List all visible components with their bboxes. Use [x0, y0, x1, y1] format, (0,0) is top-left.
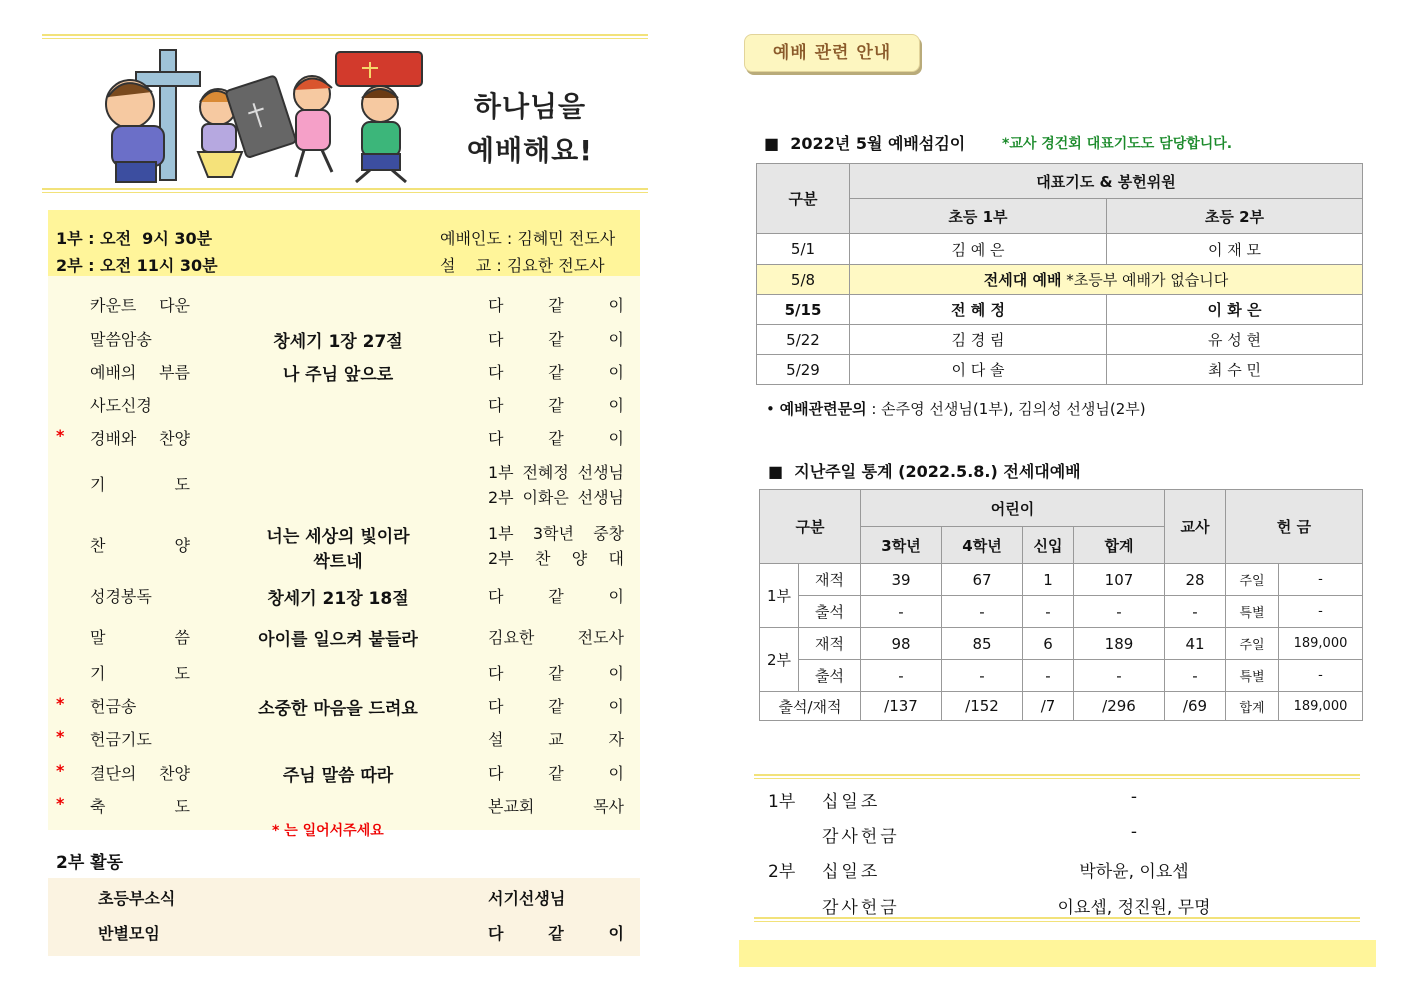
contact-text: : 손주영 선생님(1부), 김의성 선생님(2부) — [866, 400, 1146, 418]
ushers-merged-cell — [850, 265, 1363, 295]
ratio-label: 출석/재적 — [760, 692, 861, 721]
ushers-date: 5/1 — [757, 234, 850, 265]
cell: - — [1023, 660, 1074, 692]
ushers-row — [757, 325, 1363, 355]
service-item-leader: 1부 전혜정 선생님 — [488, 463, 624, 482]
ushers-row — [757, 234, 1363, 265]
footer-bar — [739, 940, 1376, 967]
tithe-names: 이요셉, 정진원, 무명 — [1057, 898, 1211, 918]
service-preacher: 설 교 : 김요한 전도사 — [440, 256, 605, 275]
top-divider — [42, 34, 648, 36]
stats-table — [759, 489, 1363, 721]
ushers-merged-label: 전세대 예배 — [983, 271, 1062, 289]
label-special: 특별 — [1226, 660, 1279, 692]
cell: 107 — [1074, 564, 1165, 596]
cell: - — [861, 660, 942, 692]
label-sunday: 주일 — [1226, 564, 1279, 596]
tithe-kind: 십일조 — [822, 862, 881, 882]
service-item-leader: 본교회 목사 — [488, 797, 624, 816]
header-divider-inner — [42, 192, 648, 193]
ushers-second: 최 수 민 — [1107, 355, 1363, 385]
service-item-leader: 다 같 이 — [488, 429, 624, 448]
stats-group1: 1부 — [760, 564, 799, 628]
cell: 28 — [1165, 564, 1226, 596]
label-enrolled: 재적 — [799, 628, 861, 660]
ushers-col1: 초등 1부 — [850, 199, 1107, 234]
section-badge — [744, 34, 920, 72]
cell: /7 — [1023, 692, 1074, 721]
cell: - — [1165, 660, 1226, 692]
cell: 98 — [861, 628, 942, 660]
service-item-name: 카운트 다운 — [90, 296, 190, 315]
service-item-name: 말 씀 — [90, 628, 190, 647]
service-item-title: 창세기 21장 18절 — [267, 589, 409, 609]
standing-marker-icon: * — [56, 794, 65, 813]
tithe-names: 박하윤, 이요셉 — [1079, 862, 1189, 882]
ushers-first: 이 다 솔 — [850, 355, 1107, 385]
contact-label: 예배관련문의 — [779, 400, 867, 418]
tithe-divider-bottom — [754, 917, 1360, 919]
activity-name: 반별모임 — [98, 924, 160, 943]
ushers-heading: ■ 2022년 5월 예배섬김이 — [764, 134, 966, 153]
cell: /152 — [942, 692, 1023, 721]
activity-title: 2부 활동 — [56, 853, 124, 873]
stats-offering-header: 헌 금 — [1226, 490, 1363, 564]
standing-marker-icon: * — [56, 727, 65, 746]
ushers-col2: 초등 2부 — [1107, 199, 1363, 234]
first-service-time: 1부 : 오전 9시 30분 — [56, 229, 213, 248]
top-divider-inner — [42, 38, 648, 39]
cell: - — [861, 596, 942, 628]
service-item-name: 성경봉독 — [90, 587, 152, 606]
service-item-name: 경배와 찬양 — [90, 429, 190, 448]
tithe-divider-top-inner — [754, 778, 1360, 779]
children-worship-illustration — [100, 42, 430, 187]
service-item-title: 나 주님 앞으로 — [282, 365, 394, 385]
service-item-leader: 다 같 이 — [488, 396, 624, 415]
ushers-second: 이 재 모 — [1107, 234, 1363, 265]
activity-leader: 다 같 이 — [488, 924, 624, 943]
stats-col-group: 구분 — [760, 490, 861, 564]
tithe-part: 2부 — [768, 862, 796, 882]
tithe-names: - — [1130, 822, 1138, 842]
tithe-kind: 감사헌금 — [822, 827, 900, 847]
tithe-kind: 감사헌금 — [822, 898, 900, 918]
second-service-time: 2부 : 오전 11시 30분 — [56, 256, 218, 275]
service-item-leader-line2: 2부 이화은 선생님 — [488, 488, 624, 507]
ushers-date: 5/22 — [757, 325, 850, 355]
ushers-group-header: 대표기도 & 봉헌위원 — [850, 164, 1363, 199]
header-divider — [42, 188, 648, 190]
service-item-name: 헌금기도 — [90, 730, 152, 749]
stats-heading: ■ 지난주일 통계 (2022.5.8.) 전세대예배 — [768, 462, 1081, 481]
section-badge-label: 예배 관련 안내 — [772, 43, 892, 63]
tithe-divider-bottom-inner — [754, 921, 1360, 922]
cell: - — [942, 660, 1023, 692]
service-item-title: 소중한 마음을 드려요 — [258, 699, 418, 719]
stats-col-total: 합계 — [1074, 527, 1165, 564]
cell: - — [942, 596, 1023, 628]
label-special: 특별 — [1226, 596, 1279, 628]
label-total: 합계 — [1226, 692, 1279, 721]
cell: /296 — [1074, 692, 1165, 721]
cell: 1 — [1023, 564, 1074, 596]
label-attend: 출석 — [799, 660, 861, 692]
cell: - — [1279, 660, 1363, 692]
service-item-name: 말씀암송 — [90, 330, 152, 349]
bullet-icon: • — [766, 400, 780, 418]
cell: 67 — [942, 564, 1023, 596]
standing-marker-icon: * — [56, 761, 65, 780]
ushers-merged-note: *초등부 예배가 없습니다 — [1061, 271, 1229, 289]
ushers-date: 5/15 — [757, 295, 850, 325]
cell: 39 — [861, 564, 942, 596]
service-item-leader: 다 같 이 — [488, 330, 624, 349]
stats-group2: 2부 — [760, 628, 799, 692]
cell: - — [1074, 596, 1165, 628]
ushers-second: 유 성 현 — [1107, 325, 1363, 355]
stats-children-header: 어린이 — [861, 490, 1165, 527]
cell: 189 — [1074, 628, 1165, 660]
service-item-leader: 1부 3학년 중창 — [488, 524, 624, 543]
cell: 85 — [942, 628, 1023, 660]
stats-col-3rd: 3학년 — [861, 527, 942, 564]
ushers-date: 5/29 — [757, 355, 850, 385]
label-sunday: 주일 — [1226, 628, 1279, 660]
cell: 189,000 — [1279, 692, 1363, 721]
ushers-date: 5/8 — [757, 265, 850, 295]
service-item-name: 축 도 — [90, 797, 190, 816]
tithe-kind: 십일조 — [822, 792, 881, 812]
label-attend: 출석 — [799, 596, 861, 628]
ushers-row — [757, 295, 1363, 325]
service-item-leader: 다 같 이 — [488, 296, 624, 315]
ushers-first: 전 혜 정 — [850, 295, 1107, 325]
cell: - — [1165, 596, 1226, 628]
header-title — [430, 85, 630, 173]
standing-note: * 는 일어서주세요 — [272, 823, 384, 839]
service-item-title: 주님 말씀 따라 — [282, 766, 394, 786]
service-item-name: 기 도 — [90, 664, 190, 683]
service-item-leader: 다 같 이 — [488, 764, 624, 783]
service-item-leader: 설 교 자 — [488, 730, 624, 749]
service-item-name: 예배의 부름 — [90, 363, 190, 382]
activity-name: 초등부소식 — [98, 889, 176, 908]
ushers-note: *교사 경건회 대표기도도 담당합니다. — [1002, 136, 1233, 152]
ushers-first: 김 경 림 — [850, 325, 1107, 355]
label-enrolled: 재적 — [799, 564, 861, 596]
service-item-title: 창세기 1장 27절 — [273, 332, 403, 352]
standing-marker-icon: * — [56, 426, 65, 445]
service-item-name: 헌금송 — [90, 697, 137, 716]
stats-row-ratio — [760, 692, 1363, 721]
stats-row-g2-attend — [760, 660, 1363, 692]
stats-col-4th: 4학년 — [942, 527, 1023, 564]
ushers-second: 이 화 은 — [1107, 295, 1363, 325]
ushers-col-group: 구분 — [757, 164, 850, 234]
service-item-leader: 다 같 이 — [488, 587, 624, 606]
stats-row-g2-enrolled — [760, 628, 1363, 660]
stats-col-new: 신입 — [1023, 527, 1074, 564]
tithe-divider-top — [754, 774, 1360, 776]
stats-teacher-header: 교사 — [1165, 490, 1226, 564]
cell: 6 — [1023, 628, 1074, 660]
service-item-leader-line2: 2부 찬 양 대 — [488, 549, 624, 568]
tithe-part: 1부 — [768, 792, 796, 812]
service-leader: 예배인도 : 김혜민 전도사 — [440, 229, 616, 248]
service-item-leader: 김요한 전도사 — [488, 628, 624, 647]
cell: - — [1023, 596, 1074, 628]
header-title-line2: 예배해요! — [467, 134, 593, 167]
service-item-title: 아이를 일으켜 붙들라 — [258, 630, 418, 650]
activity-leader: 서기선생님 — [488, 889, 566, 908]
cell: - — [1074, 660, 1165, 692]
header-title-line1: 하나님을 — [473, 90, 587, 123]
cell: 41 — [1165, 628, 1226, 660]
ushers-table — [756, 163, 1363, 385]
cell: /69 — [1165, 692, 1226, 721]
cell: /137 — [861, 692, 942, 721]
standing-marker-icon: * — [56, 694, 65, 713]
service-item-leader: 다 같 이 — [488, 697, 624, 716]
stats-row-g1-attend — [760, 596, 1363, 628]
service-item-name: 찬 양 — [90, 536, 190, 555]
service-item-name: 기 도 — [90, 475, 190, 494]
cell: - — [1279, 596, 1363, 628]
cell: 189,000 — [1279, 628, 1363, 660]
ushers-contact — [766, 398, 1146, 419]
service-item-title: 너는 세상의 빛이라 — [266, 527, 410, 547]
cell: - — [1279, 564, 1363, 596]
tithe-names: - — [1130, 787, 1138, 807]
service-item-leader: 다 같 이 — [488, 363, 624, 382]
service-item-leader: 다 같 이 — [488, 664, 624, 683]
service-item-name: 사도신경 — [90, 396, 152, 415]
service-item-title-line2: 싹트네 — [313, 552, 363, 572]
ushers-first: 김 예 은 — [850, 234, 1107, 265]
service-item-name: 결단의 찬양 — [90, 764, 190, 783]
ushers-row — [757, 265, 1363, 295]
ushers-row — [757, 355, 1363, 385]
stats-row-g1-enrolled — [760, 564, 1363, 596]
